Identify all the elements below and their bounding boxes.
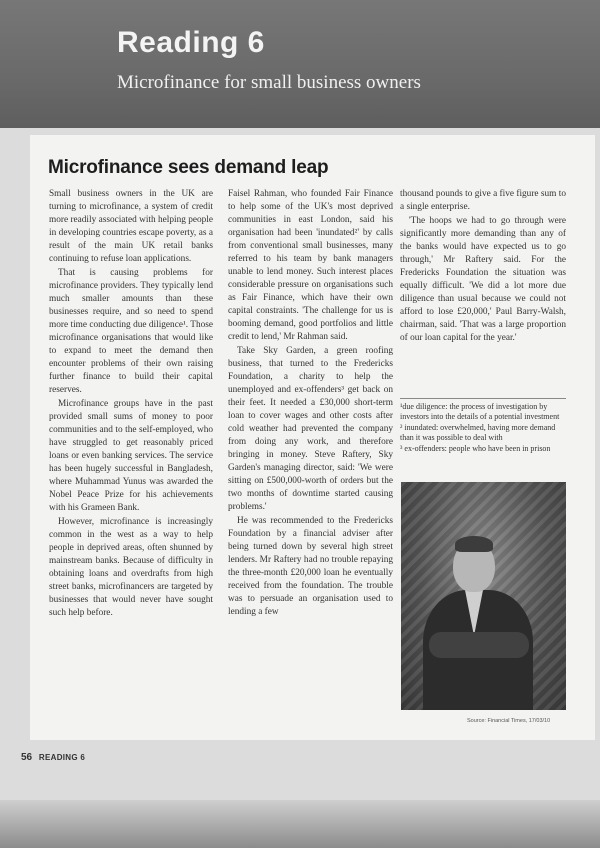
page-footer [21,752,85,763]
paragraph: However, microfinance is increasingly common in the west as a way to help people in deprived areas, often shunned by mainstream banks. Because of difficulty in obtaining loans and overdrafts from high street banks, microfinancers are targeted by businesses that would never have sought such help before. [49,517,213,618]
glossary-item: ³ ex-offenders: people who have been in prison [400,443,551,453]
glossary-item: ¹due diligence: the process of investigation by investors into the details of a potential investment [400,402,560,422]
chapter-title: Reading 6 [117,26,265,59]
paragraph: Small business owners in the UK are turning to microfinance, a system of credit more readily associated with helping people in developing countries escape poverty, as a result of the main UK retail banks continuing to refuse loan applications. [49,189,213,264]
photo-figure-arms [429,632,529,658]
paragraph: He was recommended to the Fredericks Foundation by a financial adviser after being turned down by several high street lenders. Mr Raftery had no trouble repaying the three-month £20,000 loan he eventually received from the foundation. The trouble was to persuade an organisation used to lending a few [228,516,393,617]
article-headline: Microfinance sees demand leap [48,157,329,178]
photo-figure-hair [455,536,493,552]
photo-credit: Source: Financial Times, 17/03/10 [467,718,551,724]
page-number: 56 [21,752,33,763]
paragraph: Microfinance groups have in the past provided small sums of money to poor communities and to the self-employed, who have struggled to get reasonably priced loans or even banking services. The service has been hugely successful in Bangladesh, where Muhammad Yunus was awarded the Nobel Peace Prize for his achievements with his Grameen Bank. [49,399,213,513]
paragraph: Take Sky Garden, a green roofing business, that turned to the Fredericks Foundation, a charity to help the unemployed and ex-offenders³ get back on their feet. It needed a £30,000 short-term loan to cover wages and other costs after cold weather had prevented the company from doing any work, and therefore bringing in money. Steve Raftery, Sky Garden's managing director, said: 'We were sitting on £500,000-worth of orders but the two months of downtime started causing problems.' [228,346,393,512]
paragraph: thousand pounds to give a five figure sum to a single enterprise. [400,189,566,212]
glossary [400,398,566,454]
glossary-item: ² inundated: overwhelmed, having more demand than it was possible to deal with [400,422,556,443]
paragraph: Faisel Rahman, who founded Fair Finance to help some of the UK's most deprived communities in east London, said his organisation had been 'inundated²' by calls from conventional small businesses, many referred to his team by bank managers unable to lend money. Such interest places considerable pressure on organisations such as Fair Finance, which have their own capital constraints. 'The challenge for us is booming demand, good portfolios and little credit to lend,' Mr Rahman said. [228,189,393,342]
chapter-subtitle: Microfinance for small business owners [117,72,421,93]
article-column-3 [400,188,566,346]
article-column-1 [49,188,213,621]
scan-edge [0,800,600,848]
article-column-2 [228,188,393,620]
paragraph: 'The hoops we had to go through were significantly more demanding than any of the banks would have expected us to go through,' Mr Raftery said. For the Fredericks Foundation the situation was equally difficult. 'We did a lot more due diligence than usual because we could not afford to lose £20,000,' Paul Barry-Walsh, chairman, said. 'That was a large proportion of our loan capital for the year.' [400,216,566,343]
chapter-banner [0,0,600,128]
section-label: READING 6 [38,753,86,762]
portrait-photo [401,482,566,710]
paragraph: That is causing problems for microfinance providers. They typically lend much smaller amounts than these businesses require, and so need to spend more time conducting due diligence¹. Those microfinance organisations that would like to expand to meet the demand then encounter problems of their own raising further finance to build their capital reserves. [49,268,213,395]
